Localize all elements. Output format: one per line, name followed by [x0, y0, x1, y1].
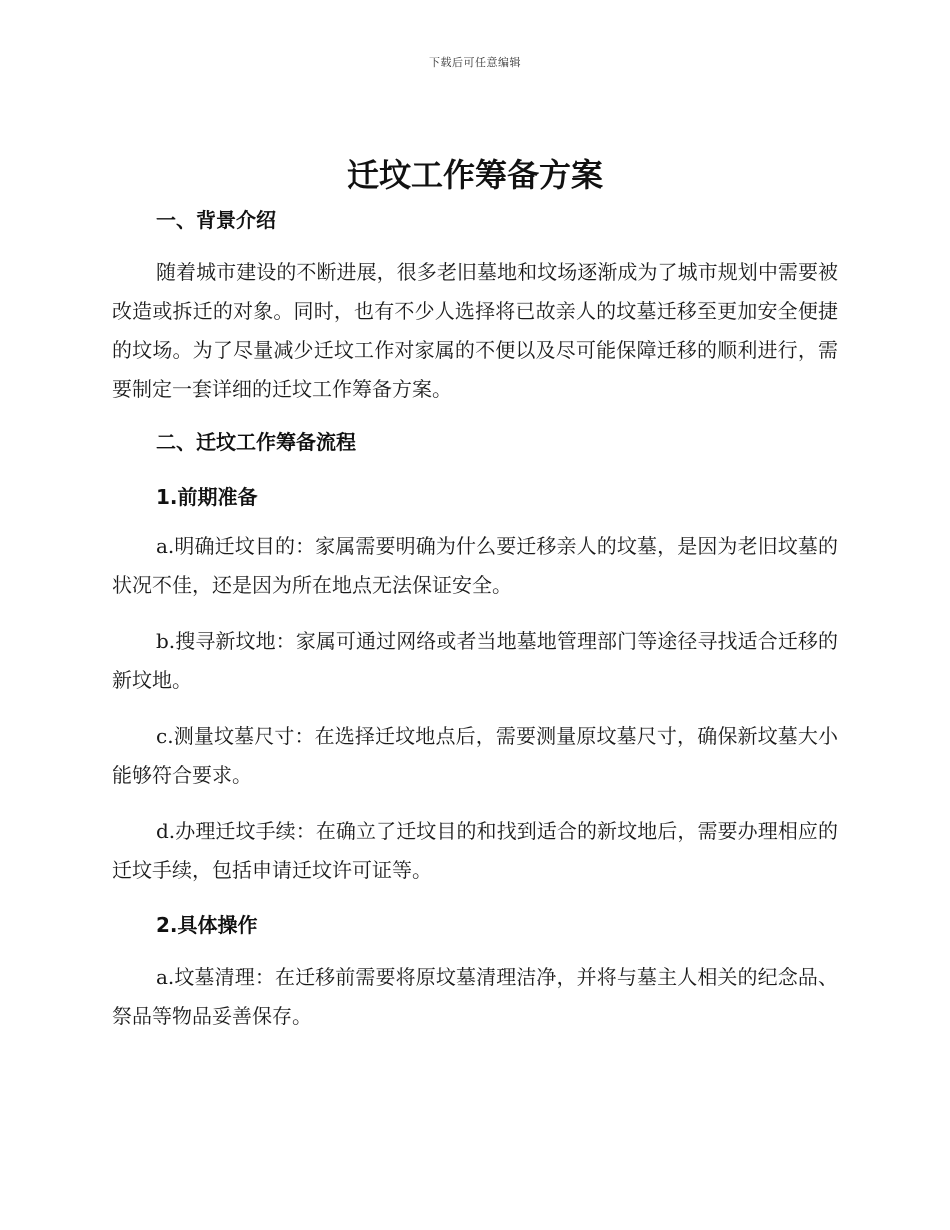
preparation-item-a: a.明确迁坟目的：家属需要明确为什么要迁移亲人的坟墓，是因为老旧坟墓的状况不佳，还是因为所在地点无法保证安全。 [112, 534, 838, 597]
subheading-operation: 2.具体操作 [156, 913, 258, 937]
document-body [112, 203, 838, 1036]
operation-item-a: a.坟墓清理：在迁移前需要将原坟墓清理洁净，并将与墓主人相关的纪念品、祭品等物品妥善保存。 [112, 965, 838, 1028]
subheading-preparation: 1.前期准备 [156, 485, 258, 509]
background-paragraph: 随着城市建设的不断进展，很多老旧墓地和坟场逐渐成为了城市规划中需要被改造或拆迁的对象。同时，也有不少人选择将已故亲人的坟墓迁移至更加安全便捷的坟场。为了尽量减少迁坟工作对家属的不便以及尽可能保障迁移的顺利进行，需要制定一套详细的迁坟工作筹备方案。 [112, 260, 838, 401]
document-title: 迁坟工作筹备方案 [346, 156, 603, 194]
preparation-item-b: b.搜寻新坟地：家属可通过网络或者当地墓地管理部门等途径寻找适合迁移的新坟地。 [112, 629, 838, 692]
section-heading-background: 一、背景介绍 [156, 208, 276, 232]
section-heading-process: 二、迁坟工作筹备流程 [156, 430, 356, 454]
preparation-item-c: c.测量坟墓尺寸：在选择迁坟地点后，需要测量原坟墓尺寸，确保新坟墓大小能够符合要求。 [112, 724, 838, 787]
preparation-item-d: d.办理迁坟手续：在确立了迁坟目的和找到适合的新坟地后，需要办理相应的迁坟手续，包括申请迁坟许可证等。 [112, 819, 838, 882]
page-header: 下载后可任意编辑 [429, 56, 521, 69]
